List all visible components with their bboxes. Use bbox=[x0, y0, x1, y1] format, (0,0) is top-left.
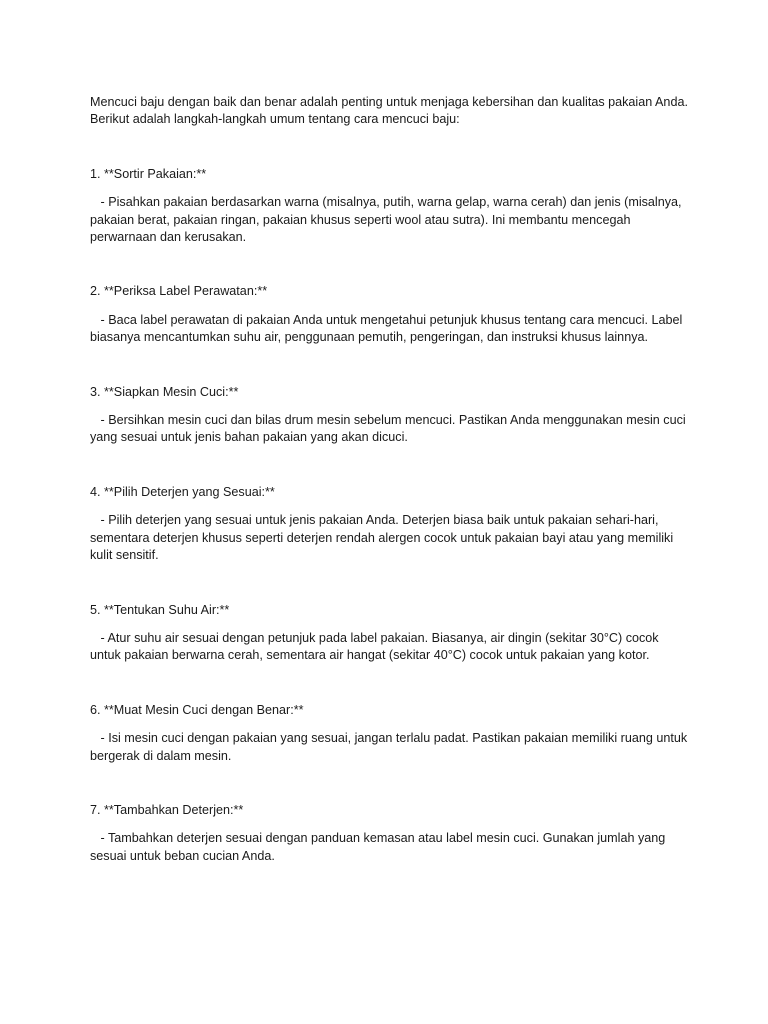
step-body: - Pilih deterjen yang sesuai untuk jenis pakaian Anda. Deterjen biasa baik untuk pakaian sehari-hari, sementara deterjen khusus seperti deterjen rendah alergen cocok untuk pakaian bayi atau yang memiliki kulit sensitif. bbox=[90, 513, 677, 563]
step-heading: 2. **Periksa Label Perawatan:** bbox=[90, 284, 268, 299]
step-body: - Baca label perawatan di pakaian Anda untuk mengetahui petunjuk khusus tentang cara mencuci. Label biasanya mencantumkan suhu air, penggunaan pemutih, pengeringan, dan instruksi khusus lainnya. bbox=[90, 312, 686, 345]
step-pilih-deterjen bbox=[90, 484, 690, 565]
step-muat-mesin bbox=[90, 702, 690, 765]
step-heading: 4. **Pilih Deterjen yang Sesuai:** bbox=[90, 484, 275, 499]
document-content bbox=[90, 94, 690, 865]
step-tentukan-suhu bbox=[90, 602, 690, 665]
step-tambahkan-deterjen bbox=[90, 802, 690, 865]
step-periksa-label bbox=[90, 283, 690, 346]
intro-paragraph: Mencuci baju dengan baik dan benar adalah penting untuk menjaga kebersihan dan kualitas pakaian Anda. Berikut adalah langkah-langkah umum tentang cara mencuci baju: bbox=[90, 95, 688, 127]
step-heading: 7. **Tambahkan Deterjen:** bbox=[90, 802, 244, 817]
step-heading: 3. **Siapkan Mesin Cuci:** bbox=[90, 384, 239, 399]
step-body: - Bersihkan mesin cuci dan bilas drum mesin sebelum mencuci. Pastikan Anda menggunakan mesin cuci yang sesuai untuk jenis bahan pakaian yang akan dicuci. bbox=[90, 413, 690, 445]
step-body: - Tambahkan deterjen sesuai dengan panduan kemasan atau label mesin cuci. Gunakan jumlah yang sesuai untuk beban cucian Anda. bbox=[90, 831, 669, 863]
step-heading: 5. **Tentukan Suhu Air:** bbox=[90, 602, 230, 617]
step-siapkan-mesin bbox=[90, 384, 690, 447]
step-heading: 6. **Muat Mesin Cuci dengan Benar:** bbox=[90, 702, 304, 717]
step-body: - Pisahkan pakaian berdasarkan warna (misalnya, putih, warna gelap, warna cerah) dan jenis (misalnya, pakaian berat, pakaian ringan, pakaian khusus seperti wool atau sutra). Ini membantu mencegah perwarnaan dan kerusakan. bbox=[90, 195, 686, 245]
step-body: - Atur suhu air sesuai dengan petunjuk pada label pakaian. Biasanya, air dingin (sekitar 30°C) cocok untuk pakaian berwarna cerah, sementara air hangat (sekitar 40°C) cocok untuk pakaian yang kotor. bbox=[90, 630, 663, 663]
step-sortir-pakaian bbox=[90, 166, 690, 247]
step-body: - Isi mesin cuci dengan pakaian yang sesuai, jangan terlalu padat. Pastikan pakaian memiliki ruang untuk bergerak di dalam mesin. bbox=[90, 731, 691, 763]
step-heading: 1. **Sortir Pakaian:** bbox=[90, 166, 207, 181]
